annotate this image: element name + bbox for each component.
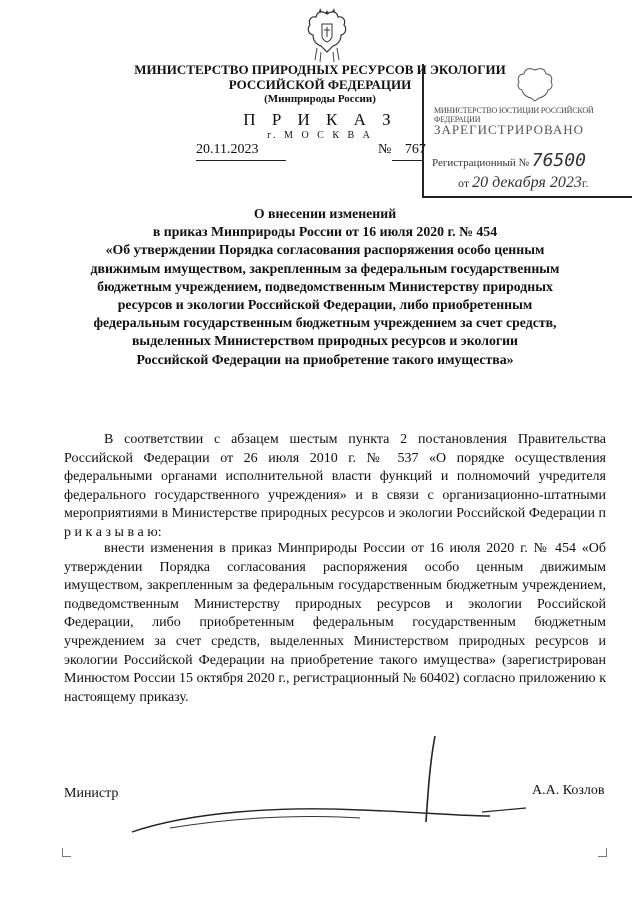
stamp-date-label: от	[458, 176, 470, 190]
stamp-reg-label: Регистрационный №	[432, 157, 530, 169]
corner-mark	[62, 848, 71, 857]
stamp-date-suffix: г.	[581, 176, 589, 190]
signer-name: А.А. Козлов	[532, 783, 605, 798]
stamp-authority: МИНИСТЕРСТВО ЮСТИЦИИ РОССИЙСКОЙ ФЕДЕРАЦИИ	[434, 106, 594, 124]
ministry-name-line1: МИНИСТЕРСТВО ПРИРОДНЫХ РЕСУРСОВ И ЭКОЛОГИИ	[134, 62, 506, 77]
title-line: Российской Федерации на приобретение такого имущества»	[136, 351, 514, 367]
title-line: бюджетным учреждением, подведомственным Министерству природных	[97, 278, 553, 294]
stamp-reg-number: 76500	[531, 150, 586, 171]
document-number	[378, 142, 426, 158]
stamp-registered-label: ЗАРЕГИСТРИРОВАНО	[434, 122, 584, 137]
number-value: 767	[404, 142, 426, 157]
stamp-registration-number	[432, 150, 586, 171]
ministry-name-line2: РОССИЙСКОЙ ФЕДЕРАЦИИ	[228, 77, 412, 92]
document-date: 20.11.2023	[196, 142, 259, 157]
corner-mark	[598, 848, 607, 857]
coat-of-arms-icon	[305, 8, 349, 64]
ministry-short-name: (Минприроды России)	[264, 93, 376, 105]
signer-position: Министр	[64, 786, 119, 801]
document-city: г. М О С К В А	[267, 130, 373, 141]
body-paragraph-2	[64, 540, 606, 707]
registration-stamp	[422, 64, 632, 198]
title-line: движимым имуществом, закрепленным за федеральным государственным	[90, 260, 560, 276]
stamp-registration-date	[458, 174, 588, 192]
title-line: ресурсов и экологии Российской Федерации, либо приобретенным	[117, 297, 533, 313]
title-line: в приказ Минприроды России от 16 июля 2020 г. № 454	[152, 224, 498, 240]
number-label: №	[378, 142, 392, 157]
title-line: «Об утверждении Порядка согласования распоряжения особо ценным	[105, 242, 545, 258]
stamp-emblem-icon	[512, 66, 558, 102]
date-underline	[196, 160, 286, 161]
paragraph-text: внести изменения в приказ Минприроды России от 16 июля 2020 г. № 454 «Об утверждении Порядка согласования распоряжения особо ценным движимым имуществом, закрепленным за федеральным государственным бюджетным учреждением, подведомственным Министерству природных ресурсов и экологии Российской Федерации, либо приобретенным федеральным государственным бюджетным учреждением за счет средств, выделенных Министерством природных ресурсов и экологии Российской Федерации на приобретение такого имущества» (зарегистрирован Минюстом России 15 октября 2020 г., регистрационный № 60402) согласно приложению к настоящему приказу.	[64, 541, 606, 705]
document-type: П Р И К А З	[243, 110, 397, 129]
stamp-date-value: 20 декабря 2023	[472, 174, 582, 191]
document-title	[60, 205, 590, 369]
paragraph-text: В соответствии с абзацем шестым пункта 2 постановления Правительства Российской Федерации от 26 июля 2010 г. № 537 «О порядке осуществления федеральными органами исполнительной власти функций и полномочий учредителя федерального государственного учреждения» и в связи с организационно-штатными мероприятиями в Министерстве природных ресурсов и экологии Российской Федерации п р и к а з ы в а ю:	[64, 432, 606, 540]
title-line: федеральным государственным бюджетным учреждением за счет средств,	[93, 315, 557, 331]
title-line: О внесении изменений	[253, 206, 397, 221]
handwritten-signature	[130, 732, 530, 842]
body-paragraph-1	[64, 431, 606, 543]
title-line: выделенных Министерством природных ресурсов и экологии	[131, 333, 519, 349]
number-underline	[392, 160, 422, 161]
